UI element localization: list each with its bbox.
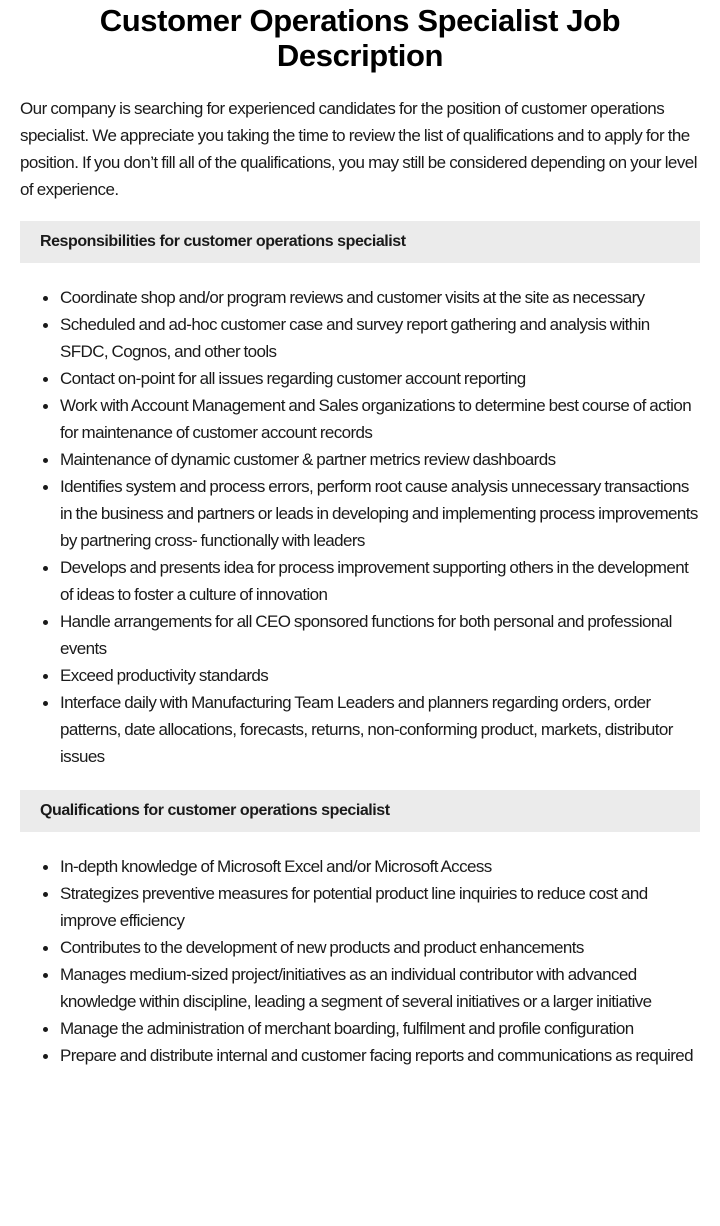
list-item: Scheduled and ad-hoc customer case and survey report gathering and analysis within SFDC, Cognos, and other tools xyxy=(60,311,700,365)
list-item: Handle arrangements for all CEO sponsored functions for both personal and professional events xyxy=(60,608,700,662)
list-item: Coordinate shop and/or program reviews and customer visits at the site as necessary xyxy=(60,284,700,311)
list-item: Manages medium-sized project/initiatives as an individual contributor with advanced knowledge within discipline, leading a segment of several initiatives or a larger initiative xyxy=(60,961,700,1015)
intro-paragraph: Our company is searching for experienced candidates for the position of customer operations specialist. We appreciate you taking the time to review the list of qualifications and to apply for the position. If you don’t fill all of the qualifications, you may still be considered depending on your level of experience. xyxy=(20,99,697,199)
qualifications-heading: Qualifications for customer operations specialist xyxy=(20,790,700,832)
responsibilities-heading: Responsibilities for customer operations specialist xyxy=(20,221,700,263)
qualifications-list xyxy=(20,853,700,1069)
list-item: Exceed productivity standards xyxy=(60,662,700,689)
list-item: Maintenance of dynamic customer & partner metrics review dashboards xyxy=(60,446,700,473)
list-item: Contributes to the development of new products and product enhancements xyxy=(60,934,700,961)
list-item: Contact on-point for all issues regarding customer account reporting xyxy=(60,365,700,392)
list-item: Identifies system and process errors, perform root cause analysis unnecessary transactions in the business and partners or leads in developing and implementing process improvements by partnering cross- functionally with leaders xyxy=(60,473,700,554)
list-item: Prepare and distribute internal and customer facing reports and communications as required xyxy=(60,1042,700,1069)
list-item: Strategizes preventive measures for potential product line inquiries to reduce cost and improve efficiency xyxy=(60,880,700,934)
list-item: Manage the administration of merchant boarding, fulfilment and profile configuration xyxy=(60,1015,700,1042)
list-item: In-depth knowledge of Microsoft Excel and/or Microsoft Access xyxy=(60,853,700,880)
page-title: Customer Operations Specialist Job Description xyxy=(99,3,621,73)
list-item: Interface daily with Manufacturing Team Leaders and planners regarding orders, order patterns, date allocations, forecasts, returns, non-conforming product, markets, distributor issues xyxy=(60,689,700,770)
list-item: Work with Account Management and Sales organizations to determine best course of action for maintenance of customer account records xyxy=(60,392,700,446)
list-item: Develops and presents idea for process improvement supporting others in the development of ideas to foster a culture of innovation xyxy=(60,554,700,608)
responsibilities-list xyxy=(20,284,700,770)
